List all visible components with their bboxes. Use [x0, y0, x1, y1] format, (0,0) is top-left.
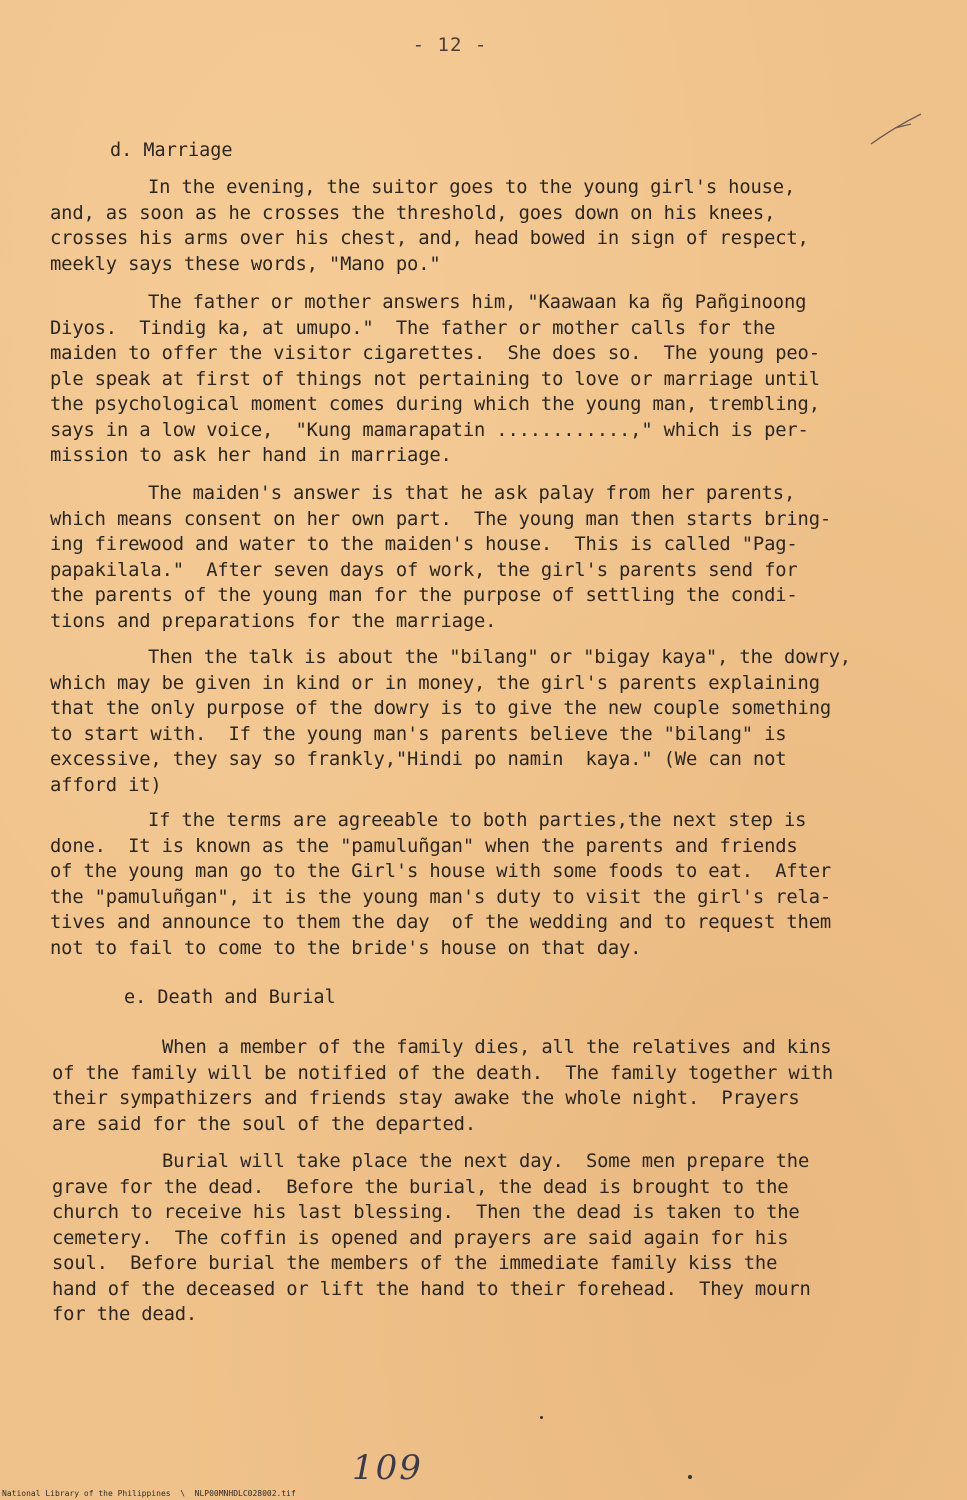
text-line: mission to ask her hand in marriage. [50, 445, 452, 466]
archive-footer-stamp: National Library of the Philippines \ NLP00MNHDLC028002.tif [2, 1489, 296, 1498]
paragraph-marriage-4 [50, 645, 851, 798]
paragraph-marriage-3 [50, 481, 831, 634]
text-line: When a member of the family dies, all the relatives and kins [162, 1037, 832, 1058]
text-line: papakilala." After seven days of work, the girl's parents send for [50, 559, 798, 581]
text-line: church to receive his last blessing. Then the dead is taken to the [52, 1202, 800, 1223]
text-line: the psychological moment comes during which the young man, trembling, [50, 394, 820, 415]
paragraph-marriage-2 [50, 290, 820, 469]
text-line: the parents of the young man for the purpose of settling the condi- [50, 585, 798, 606]
pencil-check-mark [867, 110, 927, 150]
text-line: of the young man go to the Girl's house with some foods to eat. After [50, 861, 832, 882]
text-line: In the evening, the suitor goes to the young girl's house, [148, 177, 796, 198]
text-line: Burial will take place the next day. Some men prepare the [162, 1151, 810, 1172]
text-line: their sympathizers and friends stay awake the whole night. Prayers [52, 1088, 800, 1109]
page-number: - 12 - [412, 34, 488, 56]
text-line: maiden to offer the visitor cigarettes. She does so. The young peo- [50, 343, 820, 364]
ink-speck [540, 1416, 543, 1419]
paragraph-death-2 [52, 1149, 811, 1328]
text-line: says in a low voice, "Kung mamarapatin ............," which is per- [50, 419, 809, 441]
text-line: tions and preparations for the marriage. [50, 610, 497, 632]
text-line: Then the talk is about the "bilang" or "bigay kaya", the dowry, [148, 647, 851, 668]
text-line: afford it) [50, 774, 162, 796]
text-line: soul. Before burial the members of the immediate family kiss the [52, 1253, 778, 1274]
handwritten-page-number: 109 [352, 1448, 423, 1488]
section-heading-marriage: d. Marriage [110, 140, 233, 161]
text-line: are said for the soul of the departed. [52, 1113, 476, 1135]
text-line: of the family will be notified of the death. The family together with [52, 1062, 834, 1084]
paragraph-marriage-5 [50, 808, 831, 961]
text-line: meekly says these words, "Mano po." [50, 253, 441, 275]
text-line: excessive, they say so frankly,"Hindi po namin kaya." (We can not [50, 749, 787, 770]
ink-speck [688, 1475, 692, 1479]
paragraph-death-1 [52, 1035, 833, 1137]
text-line: cemetery. The coffin is opened and prayers are said again for his [52, 1227, 789, 1249]
text-line: and, as soon as he crosses the threshold, goes down on his knees, [50, 202, 776, 224]
text-line: which means consent on her own part. The young man then starts bring- [50, 508, 832, 530]
text-line: which may be given in kind or in money, the girl's parents explaining [50, 672, 820, 694]
text-line: done. It is known as the "pamuluñgan" when the parents and friends [50, 835, 798, 857]
text-line: crosses his arms over his chest, and, head bowed in sign of respect, [50, 228, 809, 249]
text-line: that the only purpose of the dowry is to give the new couple something [50, 698, 832, 719]
text-line: not to fail to come to the bride's house on that day. [50, 937, 642, 959]
text-line: to start with. If the young man's parents believe the "bilang" is [50, 723, 787, 745]
text-line: ple speak at first of things not pertaining to love or marriage until [50, 368, 820, 390]
text-line: tives and announce to them the day of the wedding and to request them [50, 912, 832, 933]
text-line: ing firewood and water to the maiden's house. This is called "Pag- [50, 534, 798, 555]
text-line: for the dead. [52, 1304, 198, 1325]
text-line: If the terms are agreeable to both parties,the next step is [148, 810, 807, 831]
section-heading-death-burial: e. Death and Burial [124, 987, 336, 1008]
paragraph-marriage-1 [50, 175, 809, 277]
text-line: The father or mother answers him, "Kaawaan ka ñg Pañginoong [148, 292, 807, 313]
text-line: the "pamuluñgan", it is the young man's duty to visit the girl's rela- [50, 886, 832, 908]
text-line: Diyos. Tindig ka, at umupo." The father or mother calls for the [50, 317, 776, 339]
text-line: hand of the deceased or lift the hand to their forehead. They mourn [52, 1278, 811, 1300]
text-line: The maiden's answer is that he ask palay from her parents, [148, 483, 796, 504]
text-line: grave for the dead. Before the burial, the dead is brought to the [52, 1176, 789, 1198]
